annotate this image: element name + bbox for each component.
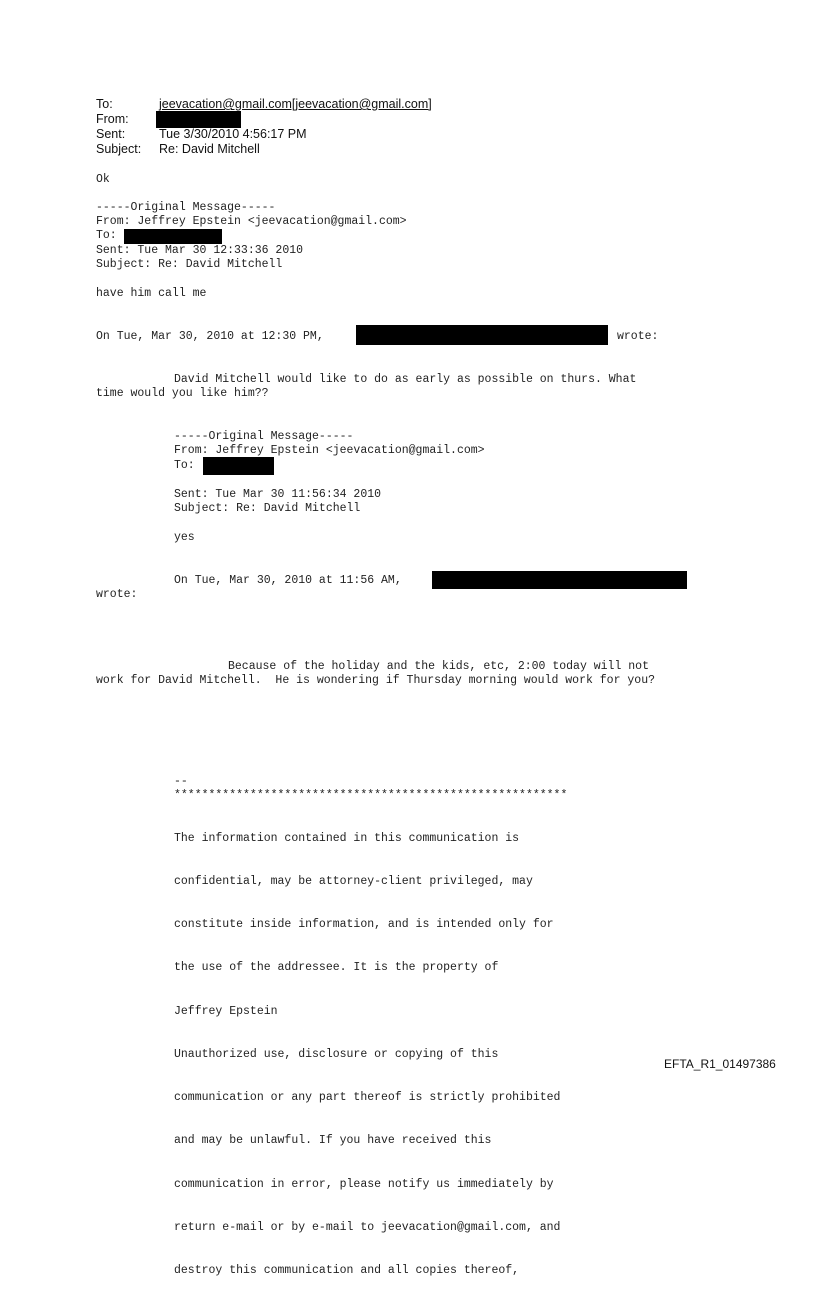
orig2-text: yes [174, 531, 195, 544]
disclaimer-line: return e-mail or by e-mail to jeevacation@gmail.com, and [174, 1220, 561, 1234]
signature-stars: ********************************************************* [174, 789, 568, 802]
orig2-separator: -----Original Message----- [174, 430, 354, 443]
disclaimer-line: the use of the addressee. It is the property of [174, 961, 499, 975]
on2-suffix: wrote: [96, 588, 138, 601]
to-address: jeevacation@gmail.com[jeevacation@gmail.com] [159, 97, 432, 111]
orig1-sent: Sent: Tue Mar 30 12:33:36 2010 [96, 244, 304, 257]
orig1-text: have him call me [96, 287, 207, 300]
quote1-line2: time would you like him?? [96, 387, 269, 400]
quote2-line1: Because of the holiday and the kids, etc, 2:00 today will not [228, 660, 649, 673]
disclaimer-line: The information contained in this communication is [174, 831, 520, 845]
redaction-on2-sender [432, 571, 687, 589]
disclaimer-line: constitute inside information, and is intended only for [174, 918, 554, 932]
disclaimer-line: and may be unlawful. If you have received this [174, 1134, 492, 1148]
to-value [159, 97, 432, 112]
subject-label: Subject: [96, 142, 142, 156]
orig1-to: To: [96, 229, 117, 242]
to-label: To: [96, 97, 113, 111]
sent-value: Tue 3/30/2010 4:56:17 PM [159, 127, 307, 141]
on2-prefix: On Tue, Mar 30, 2010 at 11:56 AM, [174, 574, 402, 587]
disclaimer-block [174, 803, 560, 1293]
orig2-subject: Subject: Re: David Mitchell [174, 502, 361, 515]
orig2-from: From: Jeffrey Epstein <jeevacation@gmail.com> [174, 444, 485, 457]
orig1-from: From: Jeffrey Epstein <jeevacation@gmail.com> [96, 215, 407, 228]
disclaimer-line: destroy this communication and all copies thereof, [174, 1264, 520, 1277]
redaction-on1-sender [356, 325, 608, 345]
from-label: From: [96, 112, 129, 126]
disclaimer-line: Unauthorized use, disclosure or copying of this [174, 1047, 499, 1061]
redaction-from [156, 111, 241, 128]
redaction-orig1-to [124, 229, 222, 244]
on1-suffix: wrote: [617, 330, 659, 343]
sent-label: Sent: [96, 127, 126, 141]
quote2-line2: work for David Mitchell. He is wondering if Thursday morning would work for you? [96, 674, 655, 687]
redaction-orig2-to [203, 457, 274, 475]
on1-prefix: On Tue, Mar 30, 2010 at 12:30 PM, [96, 330, 324, 343]
orig2-sent: Sent: Tue Mar 30 11:56:34 2010 [174, 488, 382, 501]
signature-dash: -- [174, 775, 188, 788]
disclaimer-line: communication in error, please notify us immediately by [174, 1177, 554, 1191]
disclaimer-line: communication or any part thereof is strictly prohibited [174, 1091, 561, 1105]
orig2-to: To: [174, 459, 195, 472]
quote1-line1: David Mitchell would like to do as early as possible on thurs. What [174, 373, 637, 386]
disclaimer-line: Jeffrey Epstein [174, 1004, 278, 1018]
subject-value: Re: David Mitchell [159, 142, 260, 156]
document-id: EFTA_R1_01497386 [664, 1057, 776, 1071]
reply-text: Ok [96, 173, 110, 186]
orig1-separator: -----Original Message----- [96, 201, 276, 214]
orig1-subject: Subject: Re: David Mitchell [96, 258, 283, 271]
disclaimer-line: confidential, may be attorney-client privileged, may [174, 875, 533, 889]
